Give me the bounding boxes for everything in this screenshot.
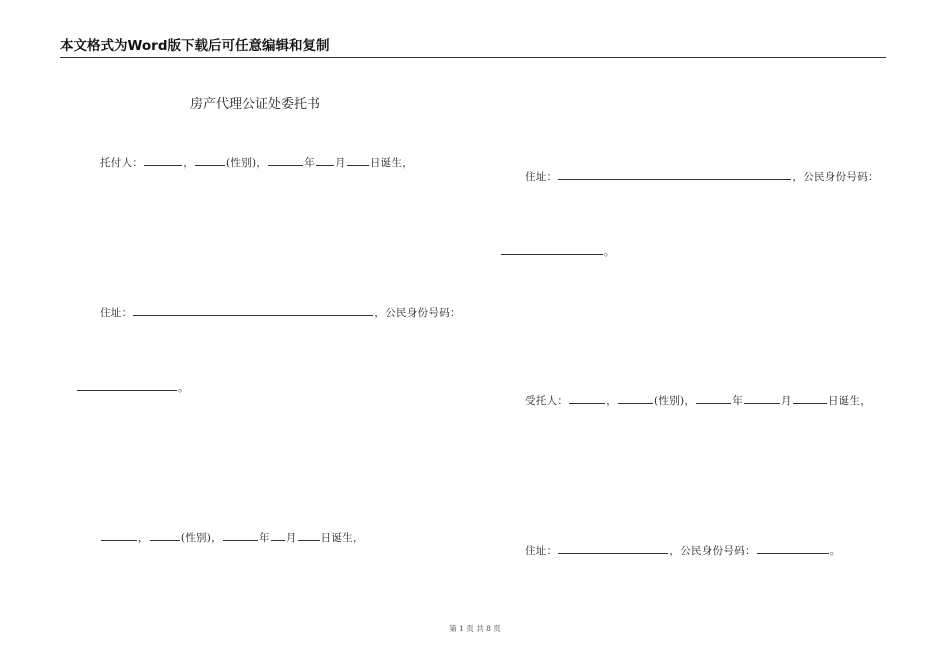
right-address-line — [525, 169, 879, 184]
document-title: 房产代理公证处委托书 — [190, 97, 321, 112]
address-label: 住址： — [525, 545, 558, 557]
entrustor-id-line — [76, 380, 189, 395]
id-label: ，公民身份号码： — [374, 307, 461, 319]
month-blank — [316, 155, 334, 166]
year-blank — [696, 393, 731, 404]
day-born-label: 日诞生， — [369, 157, 414, 169]
gender-label: (性别)， — [654, 395, 696, 407]
month-label: 月 — [781, 395, 792, 407]
address-blank — [558, 543, 668, 554]
agent-name-blank — [569, 393, 605, 404]
entrustor-line — [100, 155, 413, 170]
right-id-line — [500, 244, 615, 259]
month-blank — [744, 393, 780, 404]
day-born-label: 日诞生， — [827, 395, 872, 407]
separator: ， — [606, 395, 618, 407]
page-number: 第 1 页 共 8 页 — [449, 624, 501, 633]
entrustor-address-line — [100, 305, 461, 320]
period: 。 — [604, 246, 615, 258]
year-blank — [268, 155, 303, 166]
period: 。 — [178, 382, 189, 394]
address-blank — [133, 305, 373, 316]
gender-blank — [150, 530, 180, 541]
year-label: 年 — [732, 395, 744, 407]
agent-address-line — [525, 543, 841, 558]
year-label: 年 — [259, 532, 270, 544]
gender-label: (性别)， — [226, 157, 268, 169]
agent-label: 受托人： — [525, 395, 569, 407]
second-person-line — [100, 530, 364, 545]
id-number-blank — [757, 543, 829, 554]
year-label: 年 — [304, 157, 316, 169]
period: 。 — [829, 545, 841, 557]
day-born-label: 日诞生， — [320, 532, 364, 544]
header-text: 本文格式为Word版下载后可任意编辑和复制 — [60, 38, 330, 54]
entrustor-name-blank — [144, 155, 182, 166]
gender-label: (性别)， — [180, 532, 223, 544]
page-footer — [0, 623, 950, 634]
day-blank — [347, 155, 369, 166]
month-label: 月 — [285, 532, 297, 544]
address-label: 住址： — [525, 171, 558, 183]
id-label: ，公民身份号码： — [792, 171, 879, 183]
address-label: 住址： — [100, 307, 133, 319]
day-blank — [298, 530, 320, 541]
id-number-blank — [77, 380, 177, 391]
id-number-blank — [501, 244, 603, 255]
day-blank — [793, 393, 827, 404]
separator: ， — [183, 157, 195, 169]
document-header — [60, 34, 886, 58]
month-blank — [271, 530, 285, 541]
name-blank — [101, 530, 137, 541]
entrustor-gender-blank — [195, 155, 225, 166]
month-label: 月 — [335, 157, 346, 169]
separator: ， — [138, 532, 149, 544]
id-label: ，公民身份号码： — [669, 545, 756, 557]
address-blank — [558, 169, 791, 180]
entrustor-label: 托付人： — [100, 157, 144, 169]
agent-line — [525, 393, 871, 408]
agent-gender-blank — [618, 393, 653, 404]
year-blank — [223, 530, 258, 541]
